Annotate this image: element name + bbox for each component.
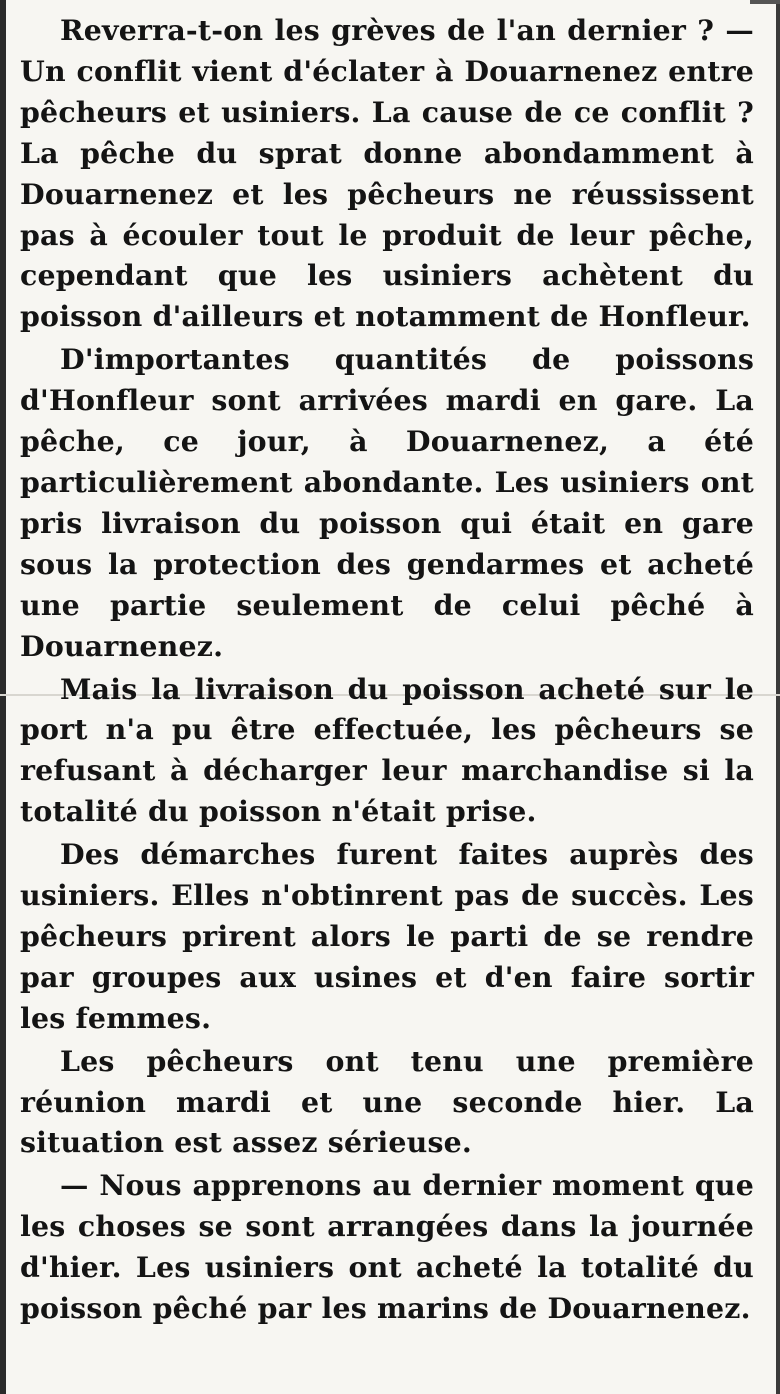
article-paragraph-1 (20, 10, 754, 337)
scan-border-right (776, 0, 780, 1394)
article-lead-text: — Un conflit vient d'éclater à Douarnenez entre pêcheurs et usiniers. La cause de ce conflit ? La pêche du sprat donne abondamment à Douarnenez et les pêcheurs ne réussissent pas à écouler tout le produit de leur pêche, cependant que les usiniers achètent du poisson d'ailleurs et notamment de Honfleur. (20, 13, 755, 334)
article-body (20, 10, 754, 1329)
article-paragraph-5: Les pêcheurs ont tenu une première réunion mardi et une seconde hier. La situation est assez sérieuse. (20, 1043, 754, 1160)
article-paragraph-2: D'importantes quantités de poissons d'Honfleur sont arrivées mardi en gare. La pêche, ce jour, à Douarnenez, a été particulièrement abondante. Les usiniers ont pris livraison du poisson qui était en gare sous la protection des gendarmes et acheté une partie seulement de celui pêché à Douarnenez. (20, 342, 754, 663)
article-paragraph-4: Des démarches furent faites auprès des usiniers. Elles n'obtinrent pas de succès. Les pêcheurs prirent alors le parti de se rendre par groupes aux usines et d'en faire sortir les femmes. (20, 837, 754, 1035)
scan-border-top-right (750, 0, 780, 4)
article-headline: Reverra-t-on les grèves de l'an dernier ? (60, 13, 715, 47)
article-paragraph-6: — Nous apprenons au dernier moment que les choses se sont arrangées dans la journée d'hier. Les usiniers ont acheté la totalité du poisson pêché par les marins de Douarnenez. (20, 1168, 754, 1326)
scan-border-left (0, 0, 6, 1394)
article-paragraph-3: Mais la livraison du poisson acheté sur le port n'a pu être effectuée, les pêcheurs se refusant à décharger leur marchandise si la totalité du poisson n'était prise. (20, 671, 754, 829)
